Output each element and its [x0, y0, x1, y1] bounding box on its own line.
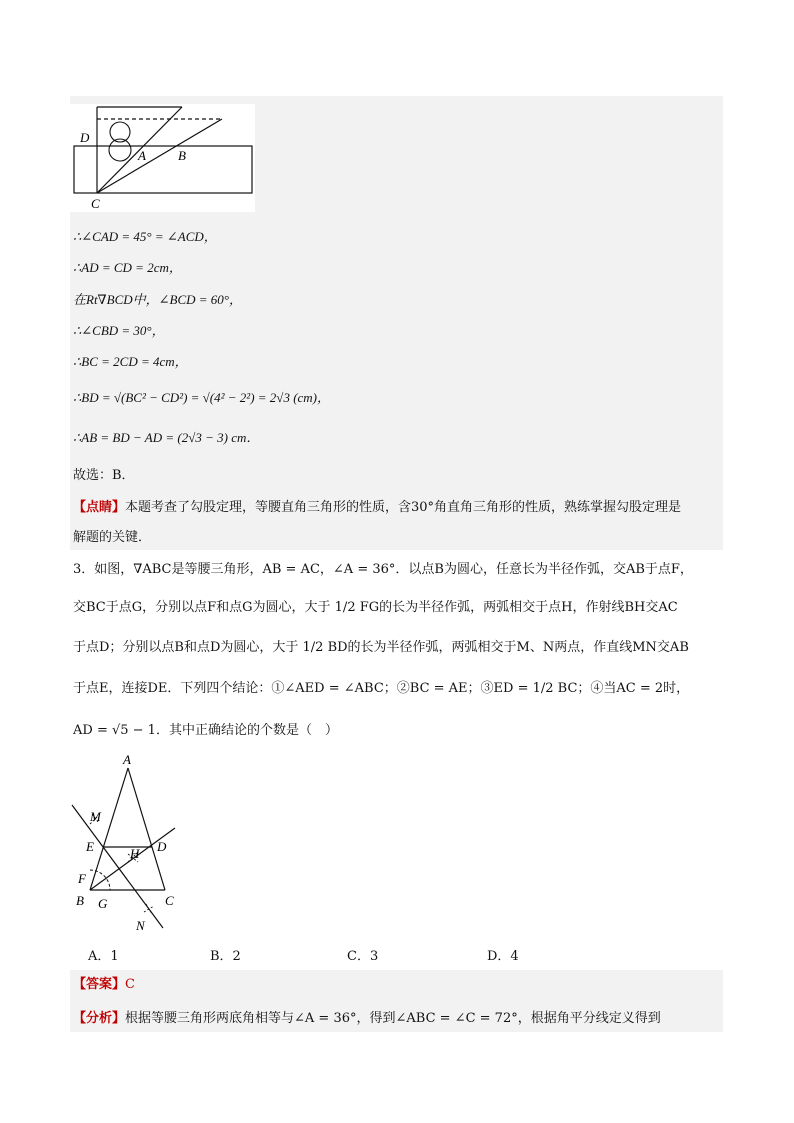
comment-line-1	[73, 499, 681, 517]
fig2-label-g: G	[98, 896, 108, 911]
solution-line-7: ∴AB = BD − AD = (2√3 − 3) cm．	[73, 430, 260, 445]
solution-choice: 故选：B．	[73, 468, 135, 483]
question-line-3: 于点D；分别以点B和点D为圆心，大于 1/2 BD的长为半径作弧，两弧相交于M、N两点，作直线MN交AB	[73, 640, 689, 655]
fig2-label-c: C	[165, 893, 174, 908]
question-line-2: 交BC于点G，分别以点F和点G为圆心，大于 1/2 FG的长为半径作弧，两弧相交于点H，作射线BH交AC	[73, 600, 678, 615]
fig2-label-b: B	[76, 893, 84, 908]
answer-value: C	[125, 977, 135, 992]
comment-text: 本题考查了勾股定理，等腰直角三角形的性质，含30°角直角三角形的性质，熟练掌握勾股定理是	[125, 500, 682, 515]
figure-ruler-triangles	[70, 104, 255, 212]
fig1-label-d: D	[80, 130, 90, 145]
fig2-label-m: M	[90, 809, 101, 824]
comment-line-2: 解题的关键．	[73, 530, 152, 545]
question-line-5: AD = √5 − 1．其中正确结论的个数是（ ）	[73, 723, 338, 738]
solution-line-5: ∴BC = 2CD = 4cm，	[73, 354, 188, 369]
analysis-tag: 【分析】	[73, 1011, 126, 1026]
fig1-label-a: A	[138, 148, 146, 163]
fig2-label-h: H	[130, 846, 140, 861]
option-a: A．1	[88, 949, 119, 964]
option-b: B．2	[210, 949, 241, 964]
fig1-label-b: B	[178, 148, 186, 163]
solution-line-6: ∴BD = √(BC² − CD²) = √(4² − 2²) = 2√3 (cm)，	[73, 390, 331, 405]
question-line-1: 3．如图，∇ABC是等腰三角形，AB = AC，∠A = 36°．以点B为圆心，任意长为半径作弧，交AB于点F，	[73, 562, 693, 577]
option-c: C．3	[347, 949, 379, 964]
answer-tag: 【答案】	[73, 977, 126, 992]
fig2-label-a: A	[123, 752, 131, 767]
fig2-label-d: D	[157, 839, 167, 854]
solution-line-2: ∴AD = CD = 2cm，	[73, 260, 182, 275]
solution-line-4: ∴∠CBD = 30°，	[73, 323, 165, 338]
option-d: D．4	[487, 949, 519, 964]
fig2-label-e: E	[86, 839, 94, 854]
figure-isosceles-triangle	[70, 750, 190, 935]
solution-line-1: ∴∠CAD = 45° = ∠ACD，	[73, 229, 217, 244]
fig2-label-n: N	[136, 918, 145, 933]
fig1-label-c: C	[91, 196, 100, 211]
question-line-4: 于点E，连接DE．下列四个结论：①∠AED = ∠ABC；②BC = AE；③ED = 1/2 BC；④当AC = 2时，	[73, 681, 690, 696]
comment-tag: 【点睛】	[73, 500, 126, 515]
analysis-text: 根据等腰三角形两底角相等与∠A = 36°，得到∠ABC = ∠C = 72°，根据角平分线定义得到	[125, 1011, 661, 1026]
analysis-line	[73, 1010, 661, 1028]
answer-line	[73, 976, 135, 994]
fig2-label-f: F	[78, 871, 86, 886]
solution-line-3: 在Rt∇BCD中，∠BCD = 60°，	[73, 292, 242, 307]
